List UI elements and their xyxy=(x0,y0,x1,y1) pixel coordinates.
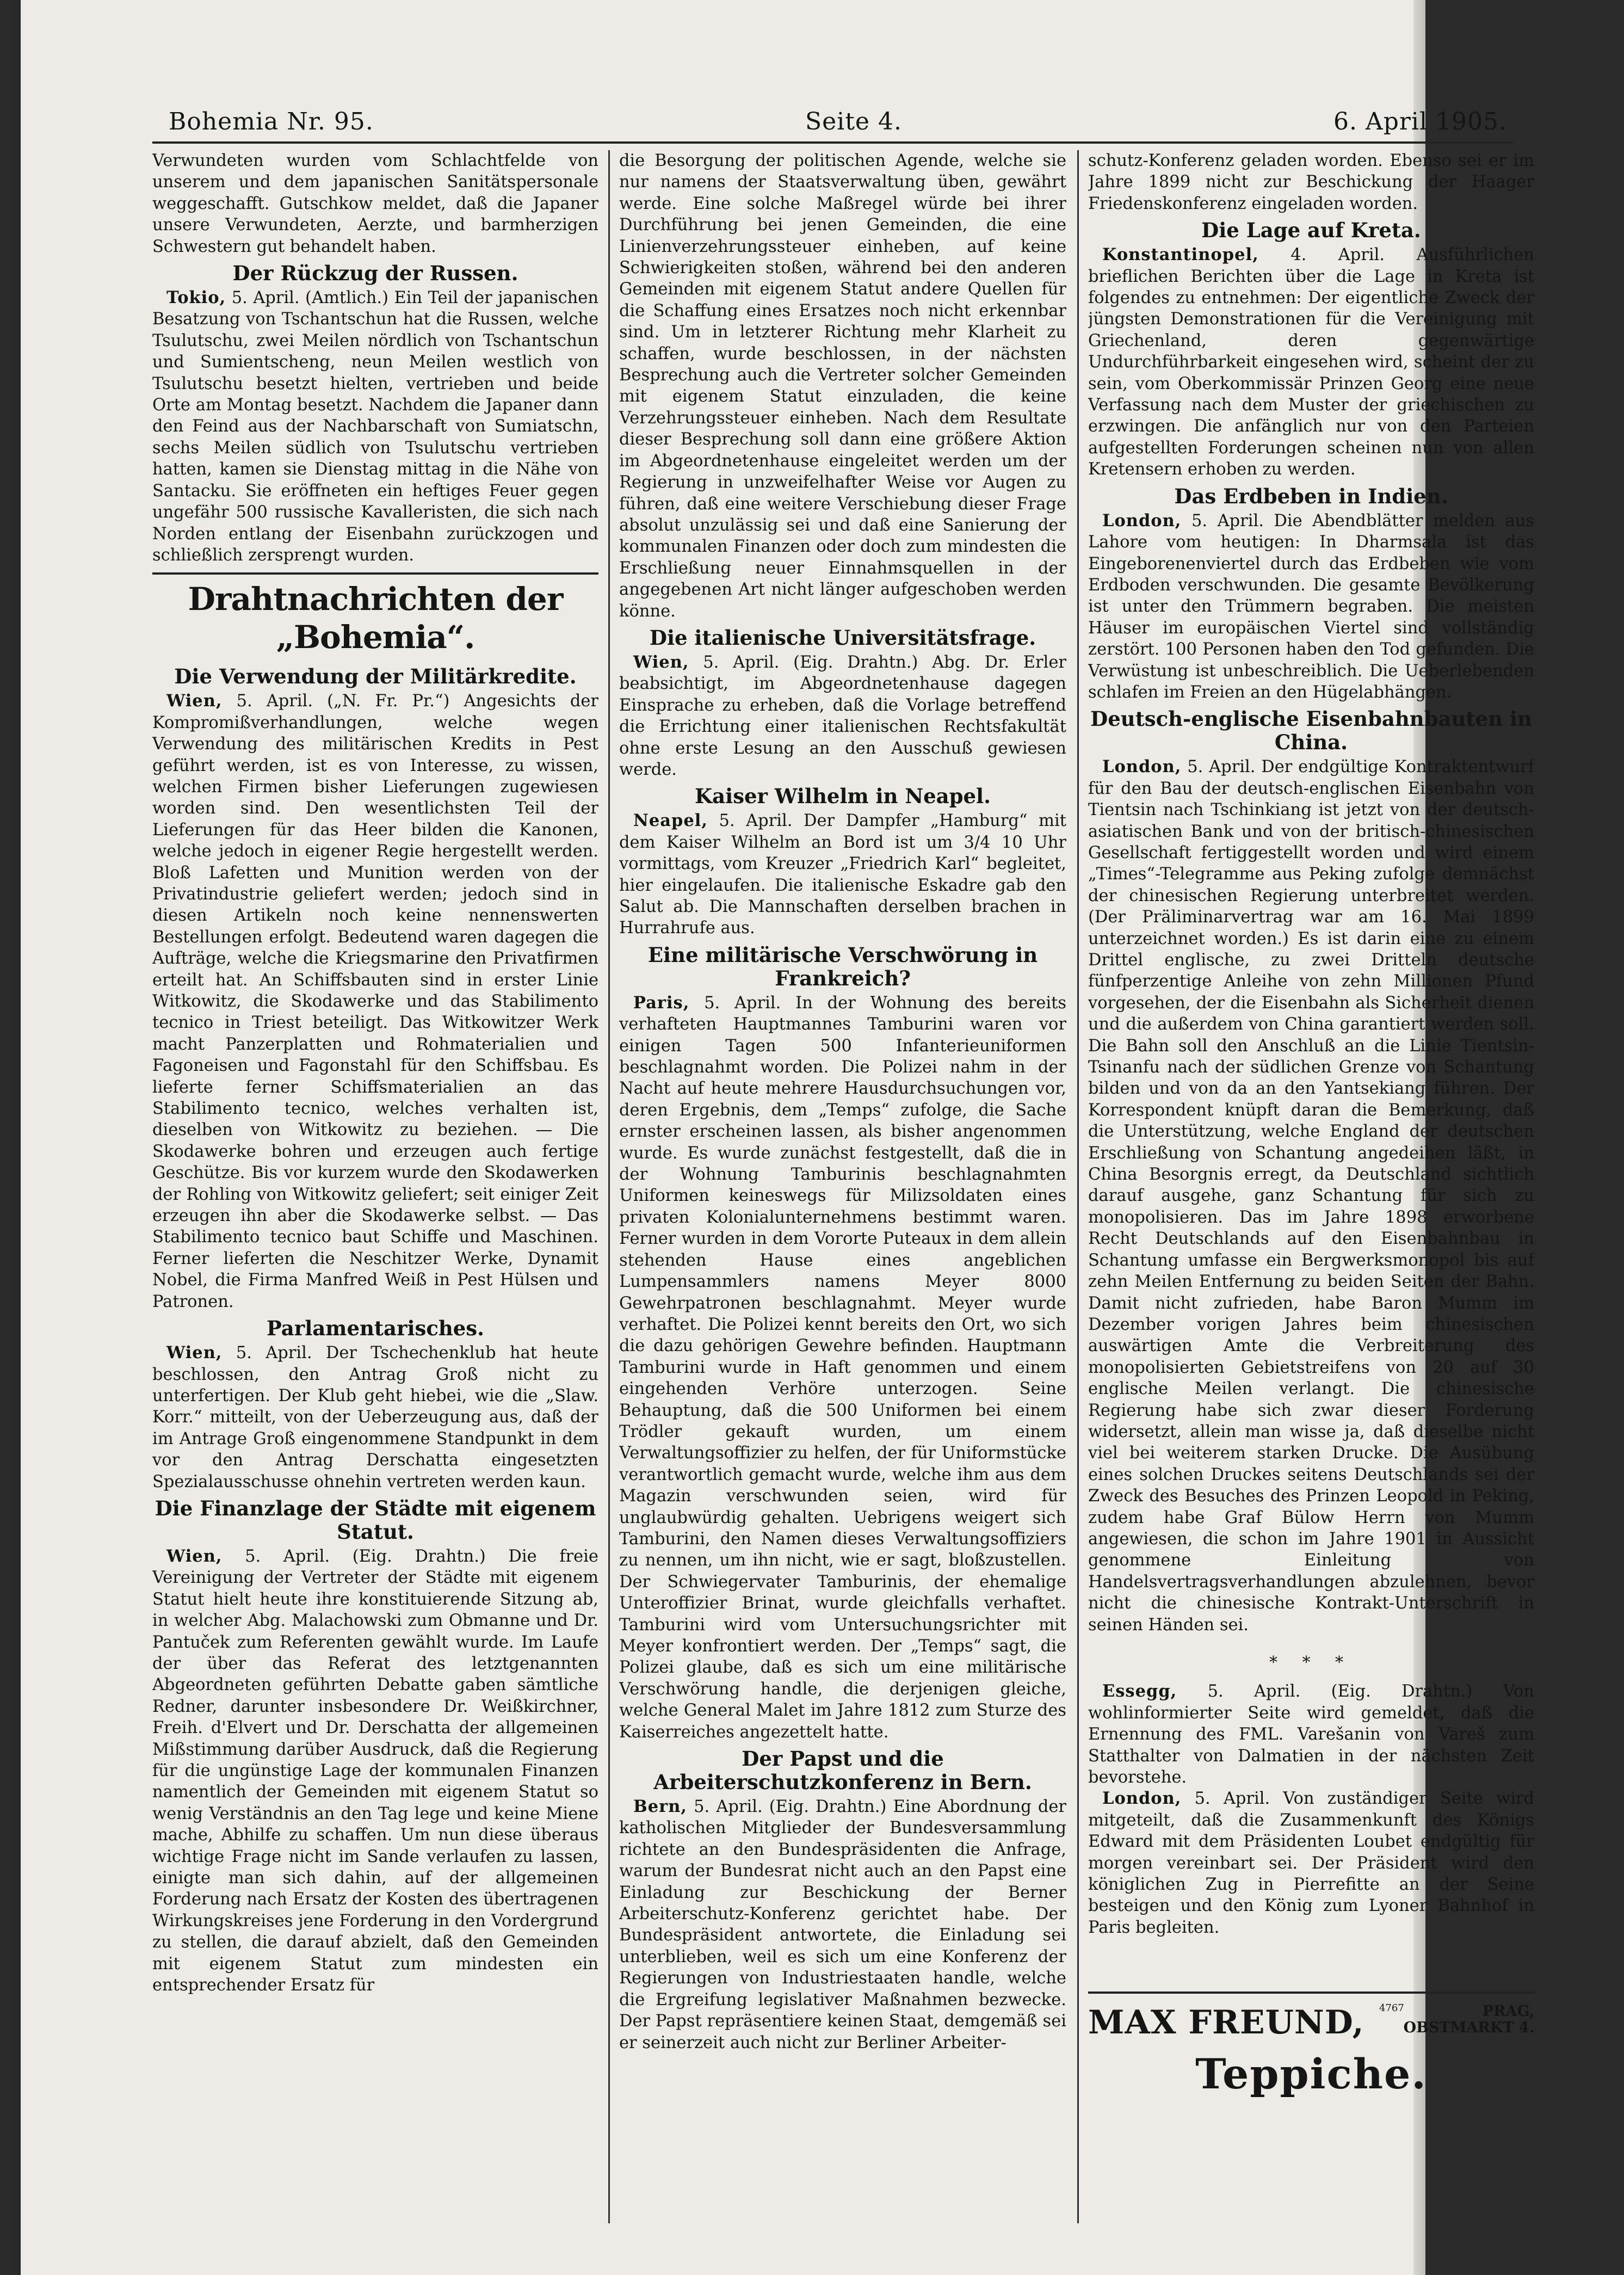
ad-address-street: OBSTMARKT 4. xyxy=(1403,2019,1534,2036)
dateline: Wien, xyxy=(633,652,689,672)
article-continuation: schutz-Konferenz geladen worden. Ebenso sei er im Jahre 1899 nicht zur Beschickung der Haager Friedenskonferenz eingeladen worden. xyxy=(1088,151,1534,213)
page-header xyxy=(169,103,1507,141)
column-rule-1 xyxy=(608,150,610,2223)
article-konstantinopel: Konstantinopel, 4. April. Ausführlichen brieflichen Berichten über die Lage in Kreta ist folgendes zu entnehmen: Der eigentliche Zweck der jüngsten Demonstrationen für die Vereinigung mit Griechenland, deren gegenwärtige Undurchführbarkeit eingesehen wird, scheint der zu sein, vom Oberkommissär Prinzen Georg eine neue Verfassung nach dem Muster der griechischen zu erzwingen. Die anfänglich nur von den Parteien aufgestellten Forderungen scheinen nun von allen Kretensern erhoben zu werden. xyxy=(1088,245,1534,479)
headline-kaiser-wilhelm: Kaiser Wilhelm in Neapel. xyxy=(695,784,991,809)
column-rule-2 xyxy=(1077,150,1079,2223)
article-wien-2: Wien, 5. April. Der Tschechenklub hat heute beschlossen, den Antrag Groß nicht zu unterfertigen. Der Klub geht hiebei, wie die „Slaw. Korr.“ mitteilt, von der Ueberzeugung aus, daß der im Antrage Groß eingenommene Standpunkt in dem vor den Antrag Derschatta eingesetzten Spezialausschusse ohnehin vertreten werden kaun. xyxy=(152,1343,598,1491)
article-essegg: Essegg, 5. April. (Eig. Drahtn.) Von wohlinformierter Seite wird gemeldet, daß die Ernennung des FML. Varešanin von Vareš zum Statthalter von Dalmatien in der nächsten Zeit bevorstehe. xyxy=(1088,1681,1534,1787)
ad-company-name: MAX FREUND, xyxy=(1088,2003,1364,2042)
article-wien-4: Wien, 5. April. (Eig. Drahtn.) Abg. Dr. Erler beabsichtigt, im Abgeordnetenhause dagegen Einsprache zu erheben, daß die Vorlage betreffend die Errichtung einer italienischen Rechtsfakultät ohne erste Lesung an den Ausschuß gewiesen werde. xyxy=(619,652,1066,779)
headline-erdbeben: Das Erdbeben in Indien. xyxy=(1174,484,1448,508)
article-continuation: die Besorgung der politischen Agende, welche sie nur namens der Staatsverwaltung üben, gewährt werde. Eine solche Maßregel würde bei ihrer Durchführung bei jenen Gemeinden, die eine Linienverzehrungssteuer einheben, auf keine Schwierigkeiten stoßen, während bei den anderen Gemeinden mit eigenem Statut andere Quellen für die Schaffung eines Ersatzes noch nicht erkennbar sind. Um in letzterer Richtung mehr Klarheit zu schaffen, wurde beschlossen, in der nächsten Besprechung auch die Vertreter solcher Gemeinden mit eigenem Statut einzuladen, die keine Verzehrungssteuer einheben. Nach dem Resultate dieser Besprechung soll dann eine größere Aktion im Abgeordnetenhause eingeleitet werden um der Regierung in unzweifelhafter Weise vor Augen zu führen, daß eine weitere Verschiebung dieser Frage absolut unzulässig sei und daß eine Sanierung der kommunalen Finanzen oder doch zum mindesten die Erschließung neuer Einnahmsquellen in der angegebenen Art nicht länger aufgeschoben werden könne. xyxy=(619,151,1066,621)
newspaper-issue: Bohemia Nr. 95. xyxy=(169,108,374,135)
headline-verschwoerung: Eine militärische Verschwörung in Frankreich? xyxy=(647,942,1038,990)
dateline: London, xyxy=(1102,1789,1182,1809)
article-paris: Paris, 5. April. In der Wohnung des bereits verhafteten Hauptmannes Tamburini waren vor einigen Tagen 500 Infanterieuniformen beschlagnahmt worden. Die Polizei nahm in der Nacht auf heute mehrere Hausdurchsuchungen vor, deren Ergebnis, dem „Temps“ zufolge, die Sache ernster erscheinen lassen, als bisher angenommen wurde. Es wurde zunächst festgestellt, daß die in der Wohnung Tamburinis beschlagnahmten Uniformen keineswegs für Milizsoldaten eines privaten Kolonialunternehmens bestimmt waren. Ferner wurden in dem Vororte Puteaux in dem allein stehenden Hause eines angeblichen Lumpensammlers namens Meyer 8000 Gewehrpatronen beschlagnahmt. Meyer wurde verhaftet. Die Polizei kennt bereits den Ort, wo sich die dazu gehörigen Gewehre befinden. Hauptmann Tamburini wurde in Haft genommen und einem eingehenden Verhöre unterzogen. Seine Behauptung, daß die 500 Uniformen bei einem Trödler gekauft wurden, um einem Verwaltungsoffizier zu helfen, der für Uniformstücke verantwortlich gemacht wurde, welche ihm aus dem Magazin verschwunden seien, wird für unglaubwürdig gehalten. Uebrigens weigert sich Tamburini, den Namen dieses Verwaltungsoffiziers zu nennen, um ihn nicht, wie er sagt, bloßzustellen. Der Schwiegervater Tamburinis, der ehemalige Unteroffizier Brinat, wurde gleichfalls verhaftet. Tamburini wird vom Untersuchungsrichter mit Meyer konfrontiert werden. Der „Temps“ sagt, die Polizei glaube, daß es sich um eine militärische Verschwörung handle, die derjenigen gleiche, welche General Malet im Jahre 1812 zum Sturze des Kaiserreiches angezettelt hatte. xyxy=(619,992,1066,1742)
headline-eisenbahnbauten: Deutsch-englische Eisenbahnbauten in China. xyxy=(1090,707,1532,755)
ad-reference-number: 4767 xyxy=(1379,2002,1404,2014)
headline-parlament: Parlamentarisches. xyxy=(266,1316,485,1341)
article-continuation: Verwundeten wurden vom Schlachtfelde von unserem und dem japanischen Sanitätspersonale weggeschafft. Gutschkow meldet, daß die Japaner unsere Verwundeten, Aerzte, und barmherzigen Schwestern gut behandelt haben. xyxy=(152,151,598,256)
dateline: Bern, xyxy=(633,1797,688,1817)
article-wien-1: Wien, 5. April. („N. Fr. Pr.“) Angesichts der Kompromißverhandlungen, welche wegen Verwendung des militärischen Kredits in Pest geführt werden, ist es von Interesse, zu wissen, welchen Firmen bisher Lieferungen zugewiesen worden sind. Den wesentlichsten Teil der Lieferungen für das Heer bilden die Kanonen, welche jedoch in eigener Regie hergestellt werden. Bloß Lafetten und Munition werden von der Privatindustrie geliefert werden; jedoch sind in diesen Artikeln noch keine nennenswerten Bestellungen erfolgt. Bedeutend waren dagegen die Aufträge, welche die Kriegsmarine den Privatfirmen erteilt hat. An Schiffsbauten sind in erster Linie Witkowitz, die Skodawerke und das Stabilimento tecnico in Triest beteiligt. Das Witkowitzer Werk macht Panzerplatten und Rohmaterialien und Fagoneisen und Fagonstahl für den Schiffsbau. Es lieferte ferner Schiffsmaterialien an das Stabilimento tecnico, welches verhalten ist, dieselben von Witkowitz zu beziehen. — Die Skodawerke bohren und erzeugen auch fertige Geschütze. Bis vor kurzem wurde den Skodawerken der Rohling von Witkowitz geliefert; seit einiger Zeit erzeugen ihn aber die Skodawerke selbst. — Das Stabilimento tecnico baut Schiffe und Maschinen. Ferner lieferten die Neschitzer Werke, Dynamit Nobel, die Firma Manfred Weiß in Pest Hülsen und Patronen. xyxy=(152,691,598,1311)
ad-address xyxy=(1404,2003,1534,2036)
article-neapel: Neapel, 5. April. Der Dampfer „Hamburg“ mit dem Kaiser Wilhelm an Bord ist um 3/4 10 Uhr vormittags, vom Kreuzer „Friedrich Karl“ begleitet, hier eingelaufen. Die italienische Eskadre gab den Salut ab. Die Mannschaften derselben brachen in Hurrahrufe aus. xyxy=(619,811,1066,938)
column-2 xyxy=(619,150,1066,2223)
column-1 xyxy=(152,150,598,2223)
article-tokio: Tokio, 5. April. (Amtlich.) Ein Teil der japanischen Besatzung von Tschantschun hat die Russen, welche Tsulutschu, zwei Meilen nördlich von Tschantschun und Sumientscheng, neun Meilen westlich von Tsulutschu besetzt hielten, vertrieben und beide Orte am Montag besetzt. Nachdem die Japaner dann den Feind aus der Nachbarschaft von Sumiatschn, sechs Meilen südlich von Tsulutschu vertrieben hatten, kamen sie Dienstag mittag in die Nähe von Santacku. Sie eröffneten ein heftiges Feuer gegen ungefähr 500 russische Kavalleristen, die sich nach Norden entlang der Eisenbahn zurückzogen und schließlich zersprengt wurden. xyxy=(152,288,598,565)
ad-top-line xyxy=(1088,2001,1534,2053)
headline-kreta: Die Lage auf Kreta. xyxy=(1201,218,1421,243)
article-bern: Bern, 5. April. (Eig. Drahtn.) Eine Abordnung der katholischen Mitglieder der Bundesversammlung richtete an den Bundespräsidenten die Anfrage, warum der Bundesrat nicht auch an den Papst eine Einladung zur Beschickung der Berner Arbeiterschutz-Konferenz gerichtet habe. Der Bundespräsident antwortete, die Einladung sei unterblieben, weil es sich um eine Konferenz der Regierungen von Industriestaaten handle, welche die Ergreifung legislativer Maßnahmen bezwecke. Der Papst repräsentiere keinen Staat, demgemäß sei er seinerzeit auch nicht zur Berliner Arbeiter- xyxy=(619,1797,1066,2052)
issue-date: 6. April 1905. xyxy=(1333,108,1507,135)
ad-address-city: PRAG, xyxy=(1482,2003,1534,2020)
dateline: Neapel, xyxy=(633,811,708,831)
dateline: Konstantinopel, xyxy=(1102,245,1259,265)
dateline: London, xyxy=(1102,510,1182,531)
advertisement xyxy=(1088,1992,1534,2130)
headline-finanzlage: Die Finanzlage der Städte mit eigenem Statut. xyxy=(155,1496,596,1544)
dateline: Wien, xyxy=(166,1343,223,1363)
header-rule xyxy=(152,141,1512,144)
article-london-3: London, 5. April. Von zuständiger Seite wird mitgeteilt, daß die Zusammenkunft des Königs Edward mit dem Präsidenten Loubet endgültig für morgen vereinbart sei. Der Präsident wird den königlichen Zug in Pierrefitte an der Seine besteigen und den König zum Lyoner Bahnhof in Paris begleiten. xyxy=(1088,1789,1534,1937)
headline-militaerkredite: Die Verwendung der Militärkredite. xyxy=(174,664,577,689)
dateline: London, xyxy=(1102,757,1182,777)
headline-universitaet: Die italienische Universitätsfrage. xyxy=(649,625,1036,650)
section-masthead: Drahtnachrichten der „Bohemia“. xyxy=(152,572,598,661)
dateline: Tokio, xyxy=(166,288,226,308)
article-london-2: London, 5. April. Der endgültige Kontraktentwurf für den Bau der deutsch-englischen Eisenbahn von Tientsin nach Tschinkiang ist jetzt von der deutsch-asiatischen Bank und von der britisch-chinesischen Gesellschaft fertiggestellt worden und wird einem „Times“-Telegramme aus Peking zufolge demnächst der chinesischen Regierung unterbreitet werden. (Der Präliminarvertrag war am 16. Mai 1899 unterzeichnet worden.) Es ist darin eine zu einem Drittel englische, zu zwei Dritteln deutsche fünfperzentige Anleihe von zehn Millionen Pfund vorgesehen, der die Eisenbahn als Sicherheit dienen und die außerdem von China garantiert werden soll. Die Bahn soll den Anschluß an die Linie Tientsin-Tsinanfu nach der südlichen Grenze von Schantung bilden und von da an den Yantsekiang führen. Der Korrespondent knüpft daran die Bemerkung, daß die Unterstützung, welche England der deutschen Erschließung von Schantung angedeihen läßt, in China Besorgnis erregt, da Deutschland sichtlich darauf ausgehe, ganz Schantung für sich zu monopolisieren. Das im Jahre 1898 erworbene Recht Deutschlands auf den Eisenbahnbau in Schantung umfasse ein Bergwerksmonopol bis auf zehn Meilen Entfernung zu beiden Seiten der Bahn. Damit nicht zufrieden, habe Baron Mumm im Dezember vorigen Jahres beim chinesischen auswärtigen Amte die Verbreiterung des monopolisierten Gebietstreifens von 20 auf 30 englische Meilen verlangt. Die chinesische Regierung habe sich zwar dieser Forderung widersetzt, allein man wisse ja, daß dieselbe nicht viel bei weiterem starken Drucke. Die Ausübung eines solchen Druckes seitens Deutschlands sei der Zweck des Besuches des Prinzen Leopold in Peking, zudem habe Graf Bülow Herrn von Mumm angewiesen, die schon im Jahre 1901 in Aussicht genommene Einleitung von Handelsvertragsverhandlungen abzulehnen, bevor nicht die chinesische Kontrakt-Unterschrift in seinen Händen sei. xyxy=(1088,757,1534,1635)
headline-rueckzug: Der Rückzug der Russen. xyxy=(232,261,518,286)
page-number: Seite 4. xyxy=(805,108,902,135)
ad-product: Teppiche. xyxy=(1195,2050,1427,2098)
section-divider-stars: * * * xyxy=(1269,1653,1354,1672)
dateline: Wien, xyxy=(166,691,223,711)
dateline: Essegg, xyxy=(1102,1681,1177,1701)
column-3 xyxy=(1088,150,1534,2093)
headline-papst: Der Papst und die Arbeiterschutzkonferenz in Bern. xyxy=(653,1747,1032,1795)
dateline: Wien, xyxy=(166,1546,223,1566)
article-london-1: London, 5. April. Die Abendblätter melden aus Lahore vom heutigen: In Dharmsala ist das Eingeborenenviertel durch das Erdbeben wie vom Erdboden verschwunden. Die gesamte Bevölkerung ist unter den Trümmern begraben. Die meisten Häuser im europäischen Viertel sind vollständig zerstört. 100 Personen haben den Tod gefunden. Die Verwüstung ist unbeschreiblich. Die Ueberlebenden schlafen im Freien an den Hügelabhängen. xyxy=(1088,510,1534,702)
article-wien-3: Wien, 5. April. (Eig. Drahtn.) Die freie Vereinigung der Vertreter der Städte mit eigenem Statut hielt heute ihre konstituierende Sitzung ab, in welcher Abg. Malachowski zum Obmanne und Dr. Pantuček zum Referenten gewählt wurde. Im Laufe der über das Referat des letztgenannten Abgeordneten geführten Debatte gaben sämtliche Redner, darunter insbesondere Dr. Weißkirchner, Freih. d'Elvert und Dr. Derschatta der allgemeinen Mißstimmung darüber Ausdruck, daß die Regierung für die ungünstige Lage der kommunalen Finanzen namentlich der Gemeinden mit eigenem Statut so wenig Verständnis an den Tag lege und keine Miene mache, Abhilfe zu schaffen. Um nun diese überaus wichtige Frage nicht im Sande verlaufen zu lassen, einigte man sich dahin, auf der allgemeinen Forderung nach Ersatz der Kosten des übertragenen Wirkungskreises jene Forderung in den Vordergrund zu stellen, die darauf abzielt, daß den Gemeinden mit eigenem Statut zum mindesten ein entsprechender Ersatz für xyxy=(152,1546,598,1995)
dateline: Paris, xyxy=(633,992,690,1013)
